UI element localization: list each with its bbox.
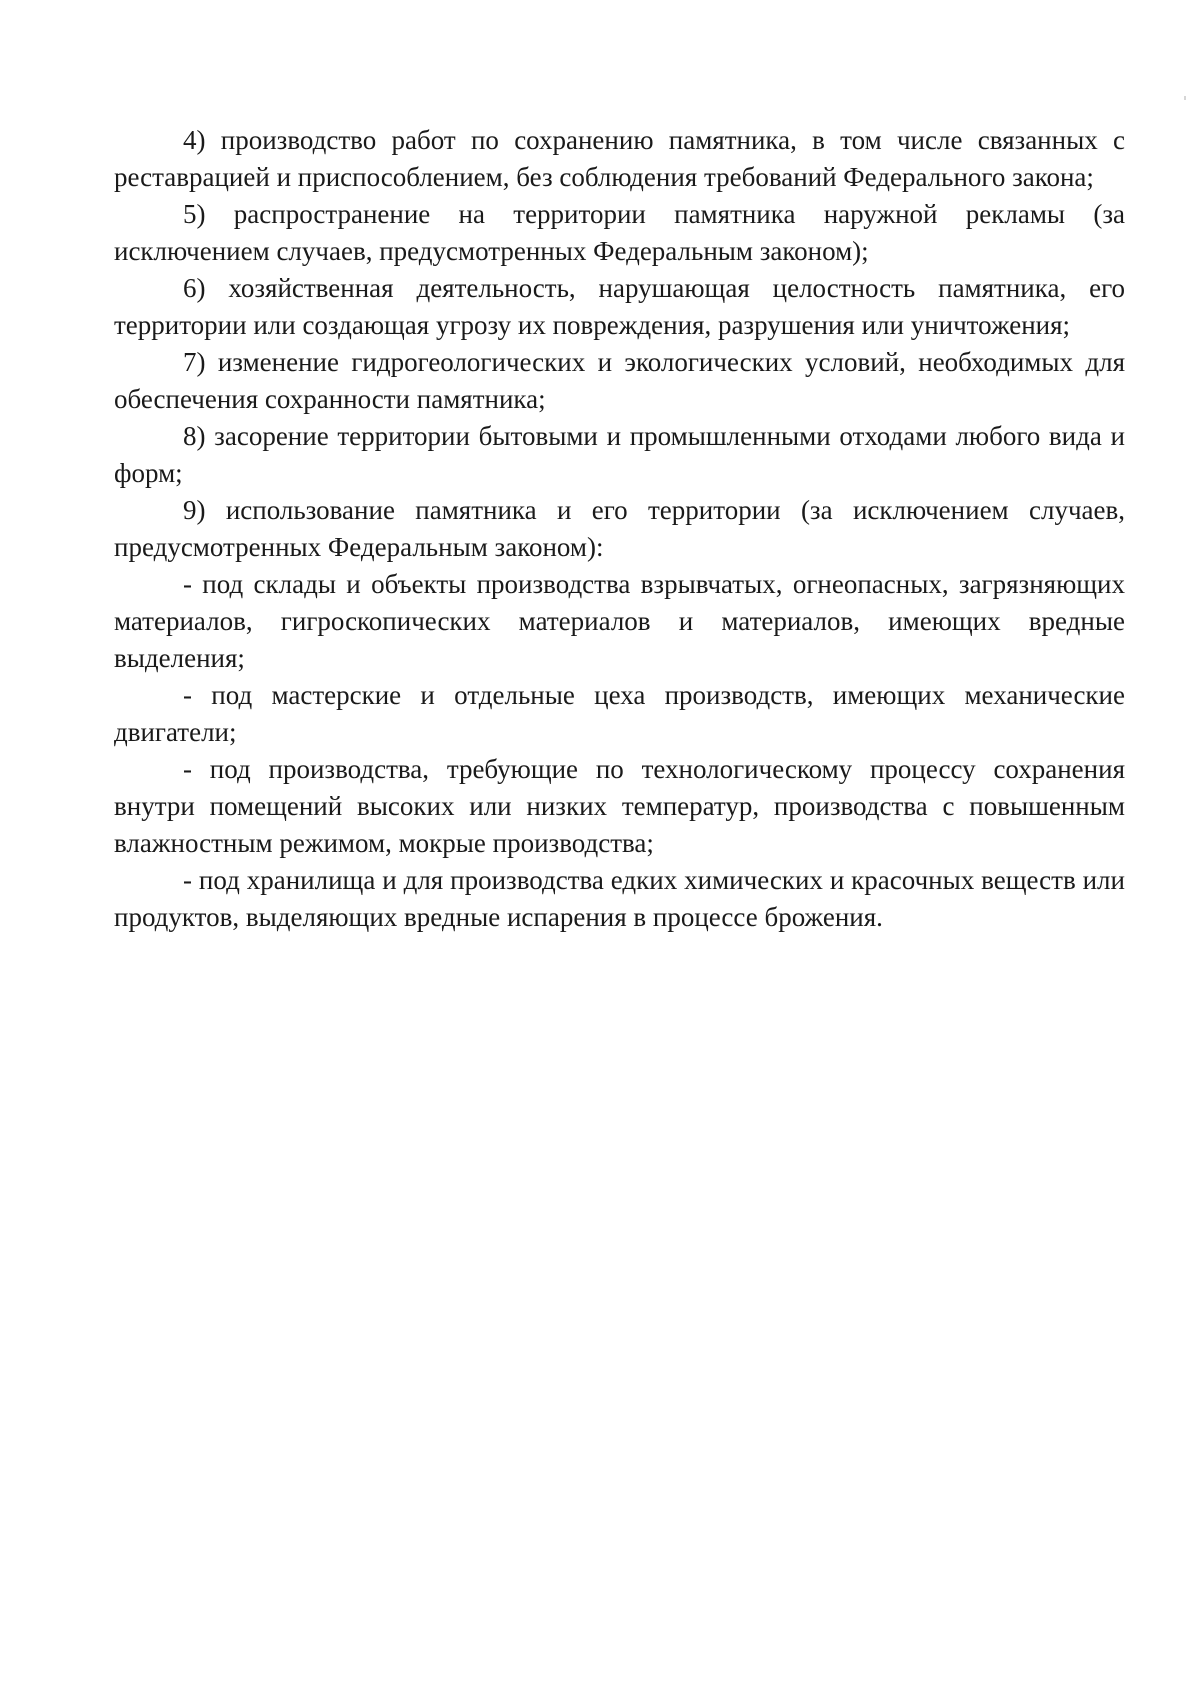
sub-item-workshops: - под мастерские и отдельные цеха производств, имеющих механические двигатели; <box>114 680 1125 747</box>
scan-artifact <box>1184 96 1186 100</box>
paragraph-item-9: 9) использование памятника и его территории (за исключением случаев, предусмотренных Федеральным законом): <box>114 495 1125 562</box>
paragraph-item-8: 8) засорение территории бытовыми и промышленными отходами любого вида и форм; <box>114 421 1125 488</box>
paragraph-item-7: 7) изменение гидрогеологических и экологических условий, необходимых для обеспечения сохранности памятника; <box>114 347 1125 414</box>
document-body <box>114 122 1125 936</box>
paragraph-item-4: 4) производство работ по сохранению памятника, в том числе связанных с реставрацией и приспособлением, без соблюдения требований Федерального закона; <box>114 125 1125 192</box>
sub-item-warehouses: - под склады и объекты производства взрывчатых, огнеопасных, загрязняющих материалов, гигроскопических материалов и материалов, имеющих вредные выделения; <box>114 569 1125 673</box>
sub-item-chemical-storage: - под хранилища и для производства едких химических и красочных веществ или продуктов, выделяющих вредные испарения в процессе брожения. <box>114 865 1125 932</box>
paragraph-item-6: 6) хозяйственная деятельность, нарушающая целостность памятника, его территории или создающая угрозу их повреждения, разрушения или уничтожения; <box>114 273 1125 340</box>
sub-item-temperature-productions: - под производства, требующие по технологическому процессу сохранения внутри помещений высоких или низких температур, производства с повышенным влажностным режимом, мокрые производства; <box>114 754 1125 858</box>
paragraph-item-5: 5) распространение на территории памятника наружной рекламы (за исключением случаев, предусмотренных Федеральным законом); <box>114 199 1125 266</box>
